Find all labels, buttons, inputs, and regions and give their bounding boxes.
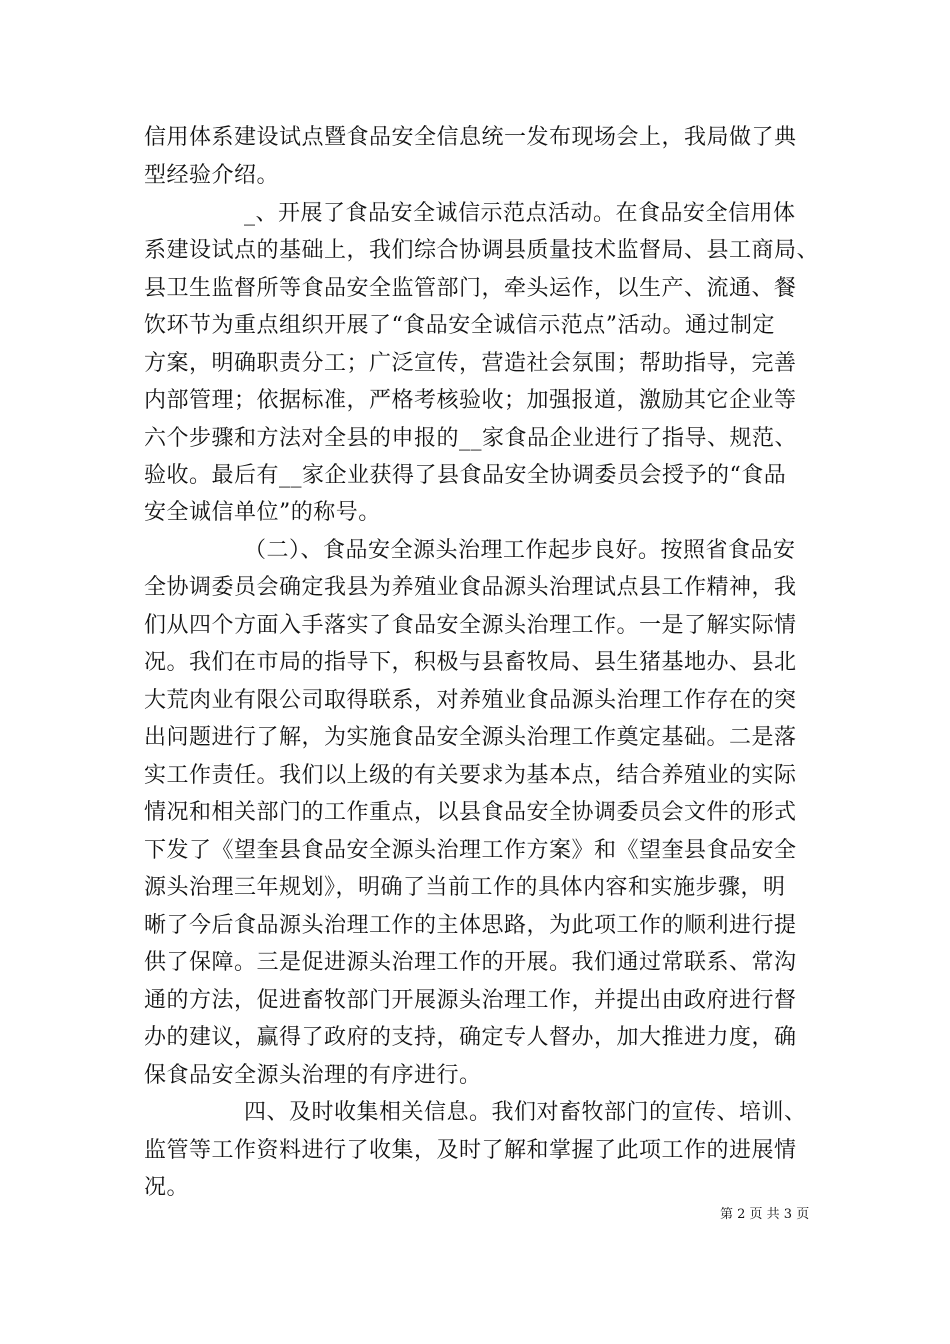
text-line: 大荒肉业有限公司取得联系，对养殖业食品源头治理工作存在的突 <box>144 688 797 713</box>
text-line: 供了保障。三是促进源头治理工作的开展。我们通过常联系、常沟 <box>144 950 797 975</box>
page-number-footer: 第 2 页 共 3 页 <box>720 1207 810 1222</box>
text-line: 出问题进行了解，为实施食品安全源头治理工作奠定基础。二是落 <box>144 725 797 750</box>
text-line: 情况和相关部门的工作重点，以县食品安全协调委员会文件的形式 <box>144 800 797 825</box>
text-line: 办的建议，赢得了政府的支持，确定专人督办，加大推进力度，确 <box>144 1025 797 1050</box>
text-line: 们从四个方面入手落实了食品安全源头治理工作。一是了解实际情 <box>144 613 797 638</box>
paragraph-start-line: （二）、食品安全源头治理工作起步良好。按照省食品安 <box>244 538 796 563</box>
text-line: 实工作责任。我们以上级的有关要求为基本点，结合养殖业的实际 <box>144 763 797 788</box>
text-line: 信用体系建设试点暨食品安全信息统一发布现场会上，我局做了典 <box>144 125 797 150</box>
text-line: 六个步骤和方法对全县的申报的__家食品企业进行了指导、规范、 <box>144 426 798 451</box>
paragraph-start-line: _、开展了食品安全诚信示范点活动。在食品安全信用体 <box>244 201 796 226</box>
text-line: 况。 <box>144 1175 190 1200</box>
text-line: 下发了《望奎县食品安全源头治理工作方案》和《望奎县食品安全 <box>144 838 797 863</box>
text-line: 保食品安全源头治理的有序进行。 <box>144 1063 482 1088</box>
paragraph-start-line: 四、及时收集相关信息。我们对畜牧部门的宣传、培训、 <box>244 1100 807 1125</box>
text-line: 验收。最后有__家企业获得了县食品安全协调委员会授予的“食品 <box>144 463 787 488</box>
text-line: 内部管理；依据标准，严格考核验收；加强报道，激励其它企业等 <box>144 388 797 413</box>
text-line: 系建设试点的基础上，我们综合协调县质量技术监督局、县工商局、 <box>144 238 820 263</box>
text-line: 型经验介绍。 <box>144 163 280 188</box>
text-line: 通的方法，促进畜牧部门开展源头治理工作，并提出由政府进行督 <box>144 988 797 1013</box>
text-line: 饮环节为重点组织开展了“食品安全诚信示范点”活动。通过制定 <box>144 313 775 338</box>
text-line: 监管等工作资料进行了收集，及时了解和掌握了此项工作的进展情 <box>144 1138 797 1163</box>
text-line: 源头治理三年规划》，明确了当前工作的具体内容和实施步骤，明 <box>144 875 786 900</box>
text-line: 晰了今后食品源头治理工作的主体思路，为此项工作的顺利进行提 <box>144 913 797 938</box>
text-line: 方案，明确职责分工；广泛宣传，营造社会氛围；帮助指导，完善 <box>144 351 797 376</box>
text-line: 全协调委员会确定我县为养殖业食品源头治理试点县工作精神，我 <box>144 575 797 600</box>
text-line: 县卫生监督所等食品安全监管部门，牵头运作，以生产、流通、餐 <box>144 276 797 301</box>
text-line: 况。我们在市局的指导下，积极与县畜牧局、县生猪基地办、县北 <box>144 650 797 675</box>
text-line: 安全诚信单位”的称号。 <box>144 500 381 525</box>
